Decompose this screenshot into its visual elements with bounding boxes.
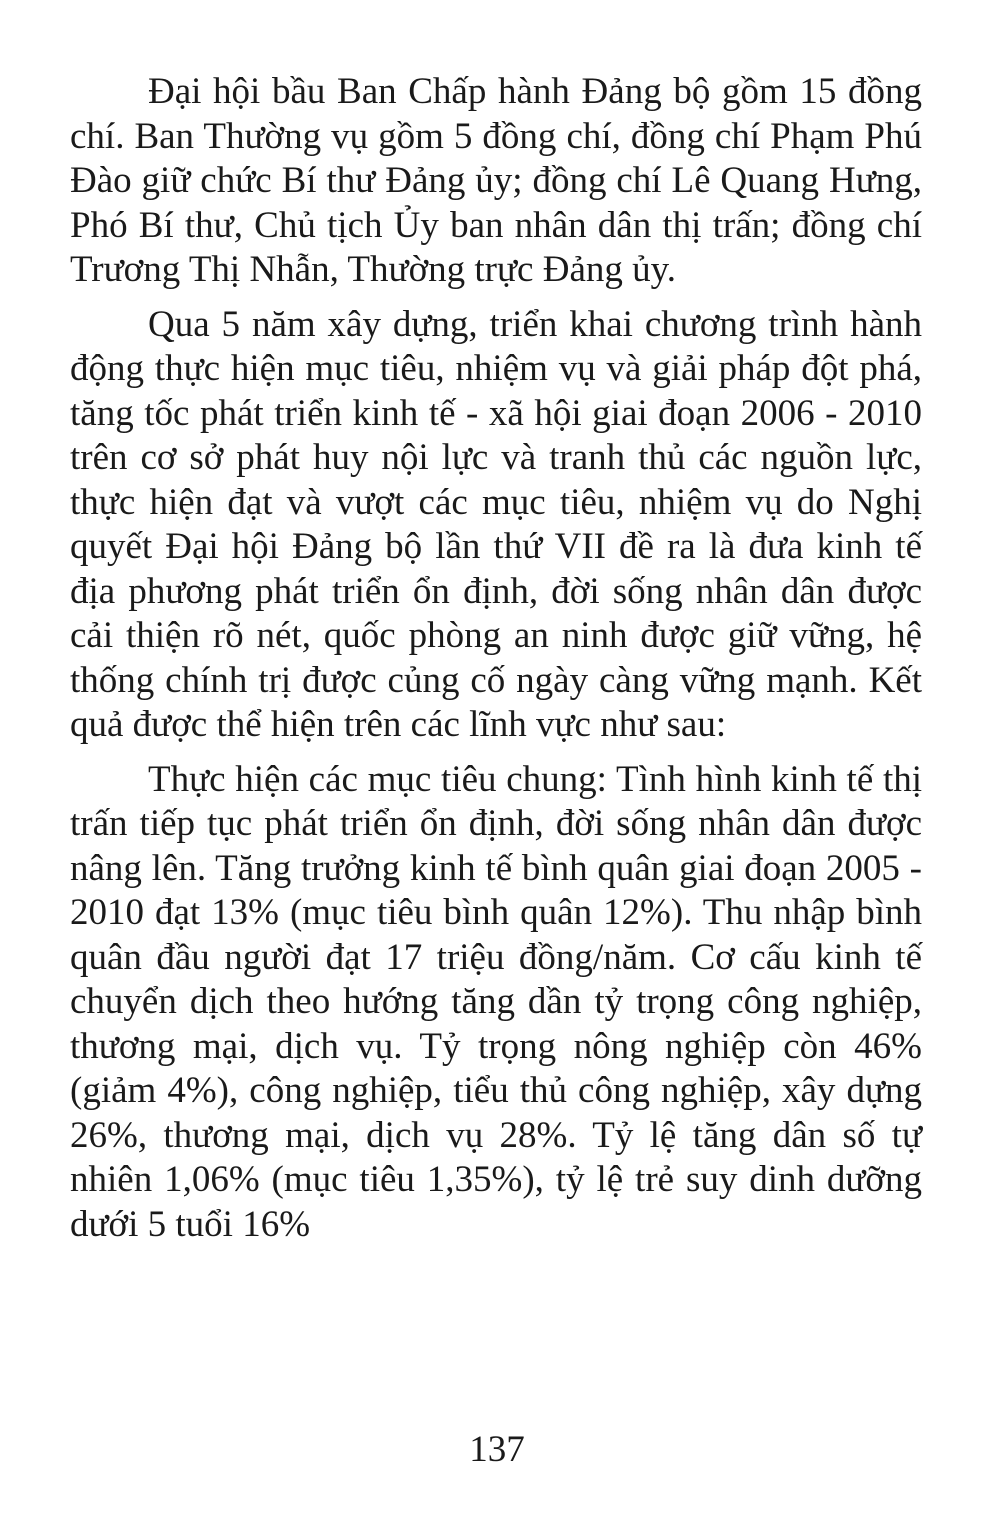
paragraph-congress-election: Đại hội bầu Ban Chấp hành Đảng bộ gồm 15 đồng chí. Ban Thường vụ gồm 5 đồng chí, đồng chí Phạm Phú Đào giữ chức Bí thư Đảng ủy; đồng chí Lê Quang Hưng, Phó Bí thư, Chủ tịch Ủy ban nhân dân thị trấn; đồng chí Trương Thị Nhẫn, Thường trực Đảng ủy. <box>70 71 922 290</box>
body-text <box>70 70 922 1257</box>
paragraph-general-targets: Thực hiện các mục tiêu chung: Tình hình kinh tế thị trấn tiếp tục phát triển ổn định, đời sống nhân dân được nâng lên. Tăng trưởng kinh tế bình quân giai đoạn 2005 - 2010 đạt 13% (mục tiêu bình quân 12%). Thu nhập bình quân đầu người đạt 17 triệu đồng/năm. Cơ cấu kinh tế chuyển dịch theo hướng tăng dần tỷ trọng công nghiệp, thương mại, dịch vụ. Tỷ trọng nông nghiệp còn 46% (giảm 4%), công nghiệp, tiểu thủ công nghiệp, xây dựng 26%, thương mại, dịch vụ 28%. Tỷ lệ tăng dân số tự nhiên 1,06% (mục tiêu 1,35%), tỷ lệ trẻ suy dinh dưỡng dưới 5 tuổi 16% <box>70 758 922 1245</box>
page-number: 137 <box>469 1429 525 1470</box>
paragraph-five-year-results: Qua 5 năm xây dựng, triển khai chương trình hành động thực hiện mục tiêu, nhiệm vụ và giải pháp đột phá, tăng tốc phát triển kinh tế - xã hội giai đoạn 2006 - 2010 trên cơ sở phát huy nội lực và tranh thủ các nguồn lực, thực hiện đạt và vượt các mục tiêu, nhiệm vụ do Nghị quyết Đại hội Đảng bộ lần thứ VII đề ra là đưa kinh tế địa phương phát triển ổn định, đời sống nhân dân được cải thiện rõ nét, quốc phòng an ninh được giữ vững, hệ thống chính trị được củng cố ngày càng vững mạnh. Kết quả được thể hiện trên các lĩnh vực như sau: <box>70 303 922 745</box>
